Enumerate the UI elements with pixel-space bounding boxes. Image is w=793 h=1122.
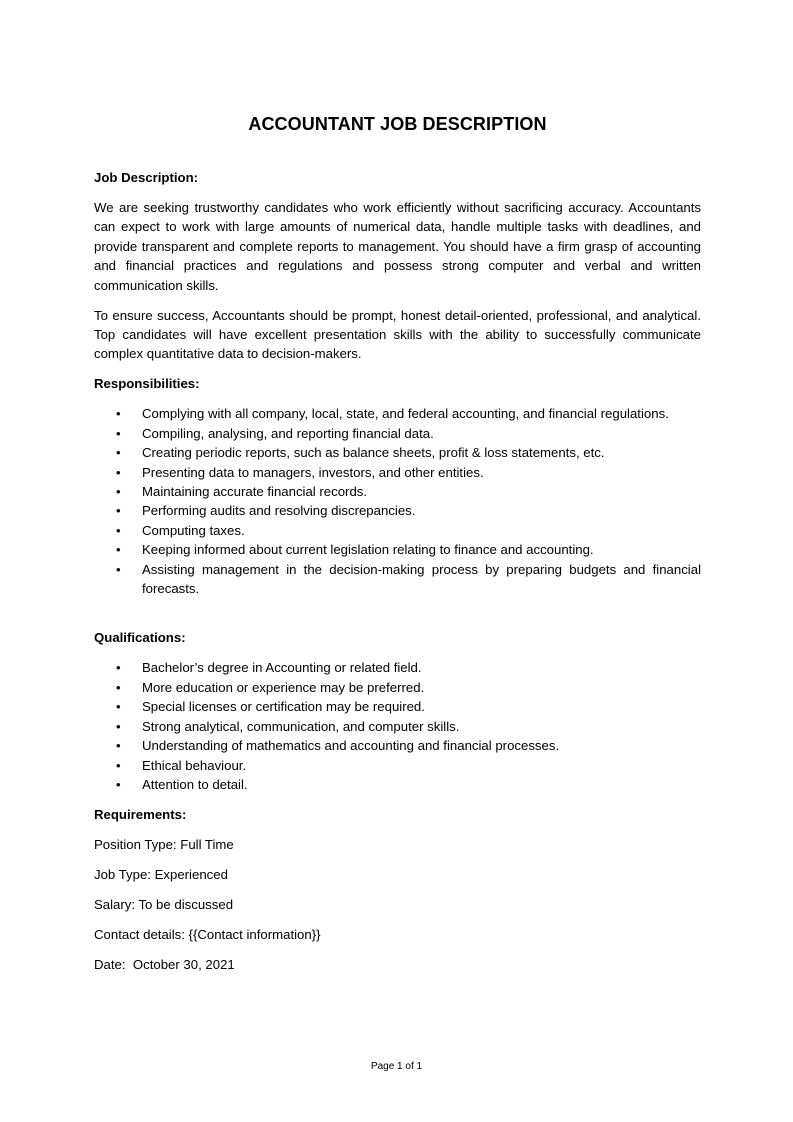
page-footer: Page 1 of 1 [370, 1061, 423, 1072]
list-item [94, 736, 701, 755]
bullet-icon: • [116, 406, 121, 422]
bullet-icon: • [116, 679, 121, 695]
list-item [94, 756, 701, 775]
bullet-icon: • [116, 561, 121, 577]
bullet-icon: • [116, 464, 121, 480]
list-item-text: Assisting management in the decision-making process by preparing budgets and financial forecasts. [142, 561, 701, 597]
responsibilities-list [94, 404, 701, 598]
list-item-text: Complying with all company, local, state, and federal accounting, and financial regulations. [142, 406, 669, 422]
list-item-text: Strong analytical, communication, and computer skills. [142, 718, 460, 734]
list-item [94, 482, 701, 501]
requirement-position-type: Position Type: Full Time [94, 836, 234, 852]
requirement-date: Date: October 30, 2021 [94, 956, 235, 972]
list-item-text: Presenting data to managers, investors, and other entities. [142, 464, 484, 480]
list-item-text: Special licenses or certification may be required. [142, 699, 425, 715]
job-description-paragraph: To ensure success, Accountants should be prompt, honest detail-oriented, professional, and analytical. Top candidates will have excellent presentation skills with the ability to successfully communicate complex quantitative data to decision-makers. [94, 307, 701, 362]
bullet-icon: • [116, 522, 121, 538]
list-item [94, 463, 701, 482]
list-item [94, 560, 701, 599]
list-item [94, 678, 701, 697]
list-item [94, 697, 701, 716]
bullet-icon: • [116, 503, 121, 519]
requirement-job-type: Job Type: Experienced [94, 866, 228, 882]
bullet-icon: • [116, 660, 121, 676]
bullet-icon: • [116, 718, 121, 734]
requirement-salary: Salary: To be discussed [94, 896, 234, 912]
qualifications-heading: Qualifications: [94, 630, 186, 646]
document-title: ACCOUNTANT JOB DESCRIPTION [248, 114, 547, 134]
bullet-icon: • [116, 542, 121, 558]
section-spacer [94, 609, 701, 628]
list-item-text: Computing taxes. [142, 522, 245, 538]
bullet-icon: • [116, 757, 121, 773]
requirements-heading: Requirements: [94, 806, 187, 822]
bullet-icon: • [116, 699, 121, 715]
list-item [94, 443, 701, 462]
list-item [94, 717, 701, 736]
list-item-text: Ethical behaviour. [142, 757, 247, 773]
list-item-text: Attention to detail. [142, 776, 248, 792]
list-item-text: Keeping informed about current legislation relating to finance and accounting. [142, 542, 594, 558]
list-item [94, 521, 701, 540]
bullet-icon: • [116, 738, 121, 754]
document-page [94, 0, 701, 1122]
requirement-contact-details: Contact details: {{Contact information}} [94, 926, 321, 942]
list-item [94, 658, 701, 677]
list-item [94, 540, 701, 559]
list-item [94, 501, 701, 520]
list-item-text: Performing audits and resolving discrepancies. [142, 503, 416, 519]
bullet-icon: • [116, 484, 121, 500]
list-item [94, 424, 701, 443]
bullet-icon: • [116, 776, 121, 792]
bullet-icon: • [116, 445, 121, 461]
job-description-paragraph: We are seeking trustworthy candidates who work efficiently without sacrificing accuracy. Accountants can expect to work with large amounts of numerical data, handle multiple tasks with deadlines, and provide transparent and complete reports to management. You should have a firm grasp of accounting and financial practices and regulations and possess strong computer and verbal and written communication skills. [94, 200, 701, 293]
bullet-icon: • [116, 425, 121, 441]
list-item-text: Understanding of mathematics and accounting and financial processes. [142, 738, 560, 754]
responsibilities-heading: Responsibilities: [94, 376, 200, 392]
list-item-text: More education or experience may be preferred. [142, 679, 425, 695]
list-item-text: Compiling, analysing, and reporting financial data. [142, 425, 434, 441]
job-description-heading: Job Description: [94, 170, 199, 185]
list-item-text: Creating periodic reports, such as balance sheets, profit & loss statements, etc. [142, 445, 605, 461]
list-item-text: Maintaining accurate financial records. [142, 484, 368, 500]
document-body [94, 168, 701, 985]
qualifications-list [94, 658, 701, 794]
list-item-text: Bachelor’s degree in Accounting or related field. [142, 660, 422, 676]
list-item [94, 404, 701, 423]
list-item [94, 775, 701, 794]
